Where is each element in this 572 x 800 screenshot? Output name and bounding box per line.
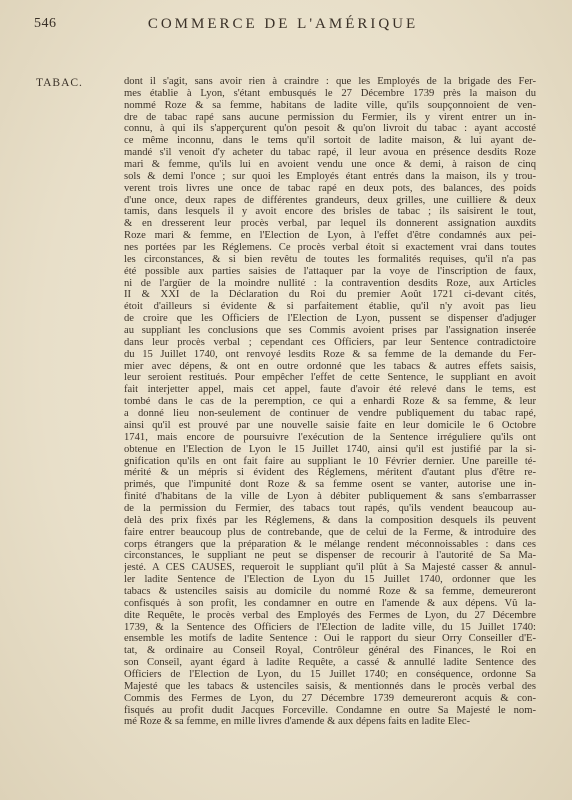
text-line: & en dresserent leur procès verbal, par lequel ils donnerent assignation auxdits	[124, 218, 536, 230]
page-number: 546	[34, 16, 57, 31]
text-line: leur seroient restitués. Pour empêcher l'effet de cette Sentence, le suppliant en avoit	[124, 372, 536, 384]
text-line: Officiers de l'Election de Lyon, du 15 Juillet 1740; en conséquence, ordonne Sa	[124, 668, 536, 680]
text-line: mandé s'il venoit d'y acheter du tabac rapé, il leur avoua en présence desdits Roze	[124, 147, 536, 159]
text-line: sols & demi l'once ; sur quoi les Employés étant entrés dans la maison, ils y trou-	[124, 170, 536, 182]
text-line: ce même inconnu, dans le tems qu'il sortoit de ladite maison, & lui ayant de-	[124, 135, 536, 147]
text-line: mé Roze & sa femme, en mille livres d'amende & aux dépens faits en ladite Elec-	[124, 716, 471, 728]
text-line: Commis des Fermes de Lyon, du 27 Décembre 1739 demeureront acquis & con-	[124, 692, 536, 704]
text-line: dont il s'agit, sans avoir rien à craindre : que les Employés de la brigade des Fer-	[124, 76, 536, 87]
text-line: tamis, dans lesquels il y avoit encore des brisles de tabac ; ils saisirent le tout,	[124, 206, 536, 218]
text-line: verent trois livres une once de tabac rapé en deux pots, des balances, des poids	[124, 182, 536, 194]
text-line: faire entrer beaucoup plus de contrebande, que de celui de la Ferme, & introduire des	[124, 526, 536, 538]
text-line: ainsi qu'il est prouvé par une nouvelle saisie faite en leur domicile le 6 Octobre	[124, 419, 536, 431]
text-line: 1741, mais encore de poursuivre l'exécution de la Sentence irréguliere qu'ils ont	[124, 431, 536, 443]
page-header	[34, 16, 532, 36]
text-line: tat, & ordinaire au Conseil Royal, Contrôleur général des Finances, le Roi en	[124, 645, 536, 657]
text-line: tombé dans le cas de la peremption, ce qui a enhardi Roze & sa femme, & leur	[124, 396, 536, 408]
text-line: au suppliant les conclusions que ses Commis avoient prises par l'assignation inserée	[124, 325, 536, 337]
text-line: nommé Roze & sa femme, habitans de ladite ville, qu'ils soupçonnoient de ven-	[124, 99, 536, 111]
text-line: nes portées par les Réglemens. Ce procès verbal étoit si exactement vrai dans toutes	[124, 242, 536, 254]
text-line: de la permission du Fermier, des tabacs tout rapés, qu'ils vendent beaucoup au-	[124, 502, 536, 514]
text-line: du 15 Juillet 1740, ont renvoyé lesdits Roze & sa femme de la demande du Fer-	[124, 348, 536, 360]
text-line: II & XXI de la Déclaration du Roi du premier Août 1721 ci-devant cités,	[124, 289, 536, 301]
text-line: Roze mari & femme, en l'Election de Lyon, à l'effet d'être condamnés aux pei-	[124, 230, 536, 242]
text-line: jesté. A CES CAUSES, requeroit le suppliant qu'il plût à Sa Majesté casser & annul-	[124, 562, 536, 574]
text-line: de croire que les Officiers de l'Election de Lyon, pussent se dispenser d'adjuger	[124, 313, 536, 325]
text-line: mes établie à Lyon, s'étant embusqués le 27 Décembre 1739 près la maison du	[124, 87, 536, 99]
text-line: finité d'habitans de la ville de Lyon à débiter publiquement & sans s'embarrasser	[124, 491, 536, 503]
text-line: corps étrangers que la préparation & le mélange rendent méconnoissables : dans ces	[124, 538, 536, 550]
running-title: COMMERCE DE L'AMÉRIQUE	[147, 16, 419, 32]
text-line: fisqués au profit dudit Jacques Forceville. Condamne en outre Sa Majesté le nom-	[124, 704, 536, 716]
text-line: circonstances, le suppliant ne peut se dispenser de recourir à l'autorité de Sa Ma-	[124, 550, 536, 562]
text-line: mier avec dépens, & ont en outre ordonné que les tabacs & autres effets saisis,	[124, 360, 536, 372]
text-line: delà des prix fixés par les Réglemens, & dans la composition desquels ils peuvent	[124, 514, 536, 526]
text-line: dre de tabac rapé sans aucune permission du Fermier, ils y virent entrer un in-	[124, 111, 536, 123]
text-line: les circonstances, & si bien revêtu de toutes les formalités requises, qu'il n'a pas	[124, 253, 536, 265]
text-line: son Conseil, ayant égard à ladite Requête, a cassé & annullé ladite Sentence des	[124, 657, 536, 669]
text-line: été possible aux parties saisies de l'attaquer par la voye de l'inscription de faux,	[124, 265, 536, 277]
text-line: 1739, & la Sentence des Officiers de l'Election de ladite ville, du 15 Juillet 1740:	[124, 621, 536, 633]
text-line: connu, à qui ils s'apperçurent qu'on pesoit & qu'on livroit du tabac : ayant accosté	[124, 123, 536, 135]
text-line: dans leur procès verbal ; cependant ces Officiers, par leur Sentence contradictoire	[124, 336, 536, 348]
margin-label: TABAC.	[36, 77, 83, 89]
text-line: ni de l'argüer de la moindre nullité : la contravention desdits Roze, aux Articles	[124, 277, 536, 289]
text-line: gnification qu'ils en ont fait faire au suppliant le 10 Février dernier. Une pareille té-	[124, 455, 536, 467]
text-line: ensemble les motifs de ladite Sentence : Oui le rapport du sieur Orry Conseiller d'E-	[124, 633, 536, 645]
text-line: dite Requête, le procès verbal des Employés des Fermes de Lyon, du 27 Décembre	[124, 609, 536, 621]
text-line: Majesté que les tabacs & ustenciles saisis, & mentionnés dans le procès verbal des	[124, 680, 536, 692]
text-line: obtenue en l'Election de Lyon le 15 Juillet 1740, ainsi qu'il est justifié par la si-	[124, 443, 536, 455]
text-line: mari & femme, qu'ils lui en avoient vendu une once & demi, à raison de cinq	[124, 159, 536, 171]
text-line: ler ladite Sentence de l'Election de Lyon du 15 Juillet 1740, ordonner que les	[124, 574, 536, 586]
text-line: d'une once, deux rapes de différentes grandeurs, deux grilles, une cuilliere & deux	[124, 194, 536, 206]
text-line: mérité & un mépris si évident des Réglemens, méritent d'autant plus d'être re-	[124, 467, 536, 479]
text-line: confisqués à son profit, les condamner en outre en l'amende & aux dépens. Vû la-	[124, 597, 536, 609]
text-line: primés, que l'impunité dont Roze & sa femme osent se vanter, autorise une in-	[124, 479, 536, 491]
text-line: tabacs & ustenciles saisis au domicile du nommé Roze & sa femme, demeureront	[124, 585, 536, 597]
text-line: a donné lieu non-seulement de continuer de vendre publiquement du tabac rapé,	[124, 408, 536, 420]
text-line: étoit d'ailleurs si évidente & si parfaitement établie, qu'il n'y avoit pas lieu	[124, 301, 536, 313]
body-text	[124, 76, 536, 728]
text-line: fait interjetter appel, mais cet appel, faute d'avoir été relevé dans le tems, est	[124, 384, 536, 396]
